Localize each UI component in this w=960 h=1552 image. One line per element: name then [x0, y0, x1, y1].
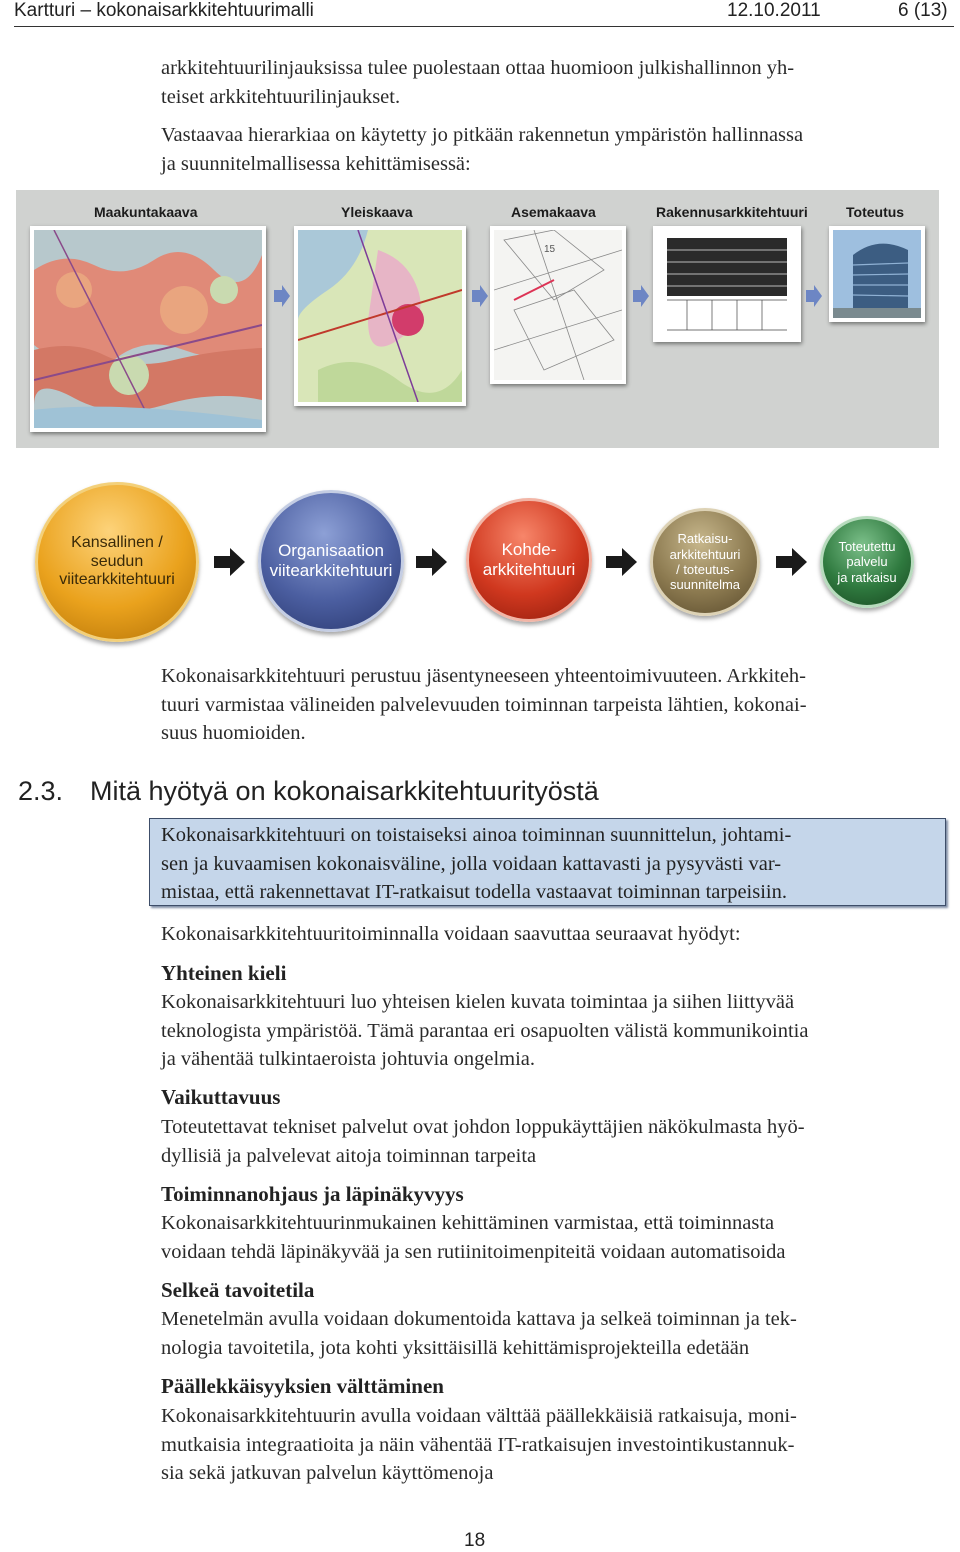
text-line: teknologista ympäristöä. Tämä parantaa eri osapuolten välistä kommunikointia: [161, 1019, 809, 1042]
planning-hierarchy-figure: [16, 190, 939, 448]
arrow-right-icon: [214, 546, 246, 583]
benefit-title: Päällekkäisyyksien välttäminen: [161, 1374, 444, 1398]
circle-label-line: viitearkkitehtuuri: [269, 561, 393, 580]
circle-label-line: suunnitelma: [669, 577, 741, 593]
header-title: Kartturi – kokonaisarkkitehtuurimalli: [14, 0, 314, 21]
arrow-right-icon: [606, 546, 638, 583]
benefit-title: Toiminnanohjaus ja läpinäkyvyys: [161, 1182, 464, 1206]
arrow-right-icon: [806, 285, 822, 312]
realized-service-circle: [820, 516, 914, 608]
circle-label-line: / toteutus-: [676, 562, 734, 577]
highlight-box: [149, 818, 946, 906]
arrow-right-icon: [274, 285, 290, 312]
master-plan-map-image: [294, 226, 466, 406]
benefit-body: [161, 988, 941, 1074]
national-reference-architecture-circle: [35, 482, 199, 642]
text-line: Menetelmän avulla voidaan dokumentoida kattava ja selkeä toiminnan ja tek-: [161, 1308, 797, 1330]
label-yleiskaava: Yleiskaava: [341, 204, 413, 220]
text-line: Kokonaisarkkitehtuuri on toistaiseksi ainoa toiminnan suunnittelun, johtami-: [161, 824, 792, 846]
building-architecture-image: [653, 226, 801, 342]
benefit-body: [161, 1113, 941, 1170]
circle-label-line: seudun: [90, 552, 144, 570]
intro-paragraph-2: [161, 121, 941, 178]
text-line: Kokonaisarkkitehtuurin avulla voidaan välttää päällekkäisiä ratkaisuja, moni-: [161, 1405, 797, 1427]
arrow-right-icon: [776, 546, 808, 583]
text-line: voidaan tehdä läpinäkyvää ja sen rutiinitoimenpiteitä voidaan automatisoida: [161, 1240, 786, 1263]
highlight-text: [161, 821, 931, 907]
text-line: suus huomioiden.: [161, 722, 306, 744]
text-line: teiset arkkitehtuurilinjaukset.: [161, 85, 401, 108]
arrow-right-icon: [472, 285, 488, 312]
circle-label-line: ja ratkaisu: [837, 569, 897, 585]
section-number: 2.3.: [18, 776, 64, 806]
text-line: Kokonaisarkkitehtuurinmukainen kehittäminen varmistaa, että toiminnasta: [161, 1212, 775, 1234]
text-line: mutkaisia integraatioita ja näin vähentää IT-ratkaisujen investointikustannuk-: [161, 1433, 795, 1456]
text-line: Kokonaisarkkitehtuuri luo yhteisen kielen kuvata toimintaa ja siihen liittyvää: [161, 991, 795, 1013]
text-line: Kokonaisarkkitehtuuri perustuu jäsentyneeseen yhteentoimivuuteen. Arkkiteh-: [161, 665, 807, 687]
text-line: sia sekä jatkuvan palvelun käyttömenoja: [161, 1462, 494, 1484]
benefit-body: [161, 1209, 941, 1266]
circle-label-line: palvelu: [846, 554, 888, 570]
benefit-title: Selkeä tavoitetila: [161, 1278, 315, 1302]
text-line: mistaa, että rakennettavat IT-ratkaisut todella vastaavat toiminnan tarpeisiin.: [161, 881, 787, 903]
benefit-title: Vaikuttavuus: [161, 1085, 281, 1109]
circle-label-line: Kohde-: [501, 539, 557, 559]
label-rakennusarkkitehtuuri: Rakennusarkkitehtuuri: [656, 204, 808, 220]
section-title: Mitä hyötyä on kokonaisarkkitehtuurityöstä: [90, 776, 599, 806]
page-number: 18: [464, 1530, 486, 1551]
svg-text:15: 15: [544, 244, 556, 255]
text-line: dyllisiä ja palvelevat aitoja toiminnan tarpeita: [161, 1144, 537, 1167]
text-line: ja suunnitelmallisessa kehittämisessä:: [161, 152, 471, 175]
regional-plan-map-image: [30, 226, 266, 432]
circle-label-line: Organisaation: [278, 540, 384, 560]
detailed-plan-drawing-image: [490, 226, 626, 384]
circle-label-line: Toteutettu: [838, 539, 896, 554]
text-line: nologia tavoitetila, jota kohti yksittäisillä kehittämisprojekteilla edetään: [161, 1336, 750, 1359]
arrow-right-icon: [633, 285, 649, 312]
benefits-intro: [161, 920, 941, 949]
solution-architecture-circle: [650, 508, 760, 616]
text-line: Vastaavaa hierarkiaa on käytetty jo pitkään rakennetun ympäristön hallinnassa: [161, 124, 804, 146]
text-line: sen ja kuvaamisen kokonaisväline, jolla voidaan kattavasti ja pysyvästi var-: [161, 852, 782, 875]
benefit-title: Yhteinen kieli: [161, 961, 287, 985]
circle-label-line: Kansallinen /: [71, 533, 163, 551]
benefit-body: [161, 1402, 941, 1488]
circle-label-line: Ratkaisu-: [677, 531, 733, 547]
summary-paragraph: [161, 662, 941, 748]
arrow-right-icon: [416, 546, 448, 583]
realized-building-photo: [829, 226, 925, 322]
label-asemakaava: Asemakaava: [511, 204, 596, 220]
text-line: Toteutettavat tekniset palvelut ovat johdon loppukäyttäjien näkökulmasta hyö-: [161, 1116, 805, 1138]
header-date: 12.10.2011: [727, 0, 821, 21]
circle-label-line: arkkitehtuuri: [669, 546, 741, 562]
label-maakuntakaava: Maakuntakaava: [94, 204, 198, 220]
text-line: Kokonaisarkkitehtuuritoiminnalla voidaan saavuttaa seuraavat hyödyt:: [161, 923, 741, 945]
target-architecture-circle: [466, 498, 592, 622]
header-page: 6 (13): [898, 0, 948, 21]
intro-paragraph-1: [161, 54, 941, 111]
circle-label-line: viitearkkitehtuuri: [59, 571, 175, 589]
circle-label-line: arkkitehtuuri: [482, 560, 576, 579]
text-line: arkkitehtuurilinjauksissa tulee puolestaan ottaa huomioon julkishallinnon yh-: [161, 57, 795, 79]
label-toteutus: Toteutus: [846, 204, 905, 220]
page-header: [14, 0, 954, 27]
benefit-body: [161, 1305, 941, 1362]
text-line: tuuri varmistaa välineiden palvelevuuden toiminnan tarpeista lähtien, kokonai-: [161, 693, 807, 716]
organisation-reference-architecture-circle: [258, 490, 404, 632]
text-line: ja vähentää tulkintaeroista johtuvia ongelmia.: [161, 1048, 536, 1070]
